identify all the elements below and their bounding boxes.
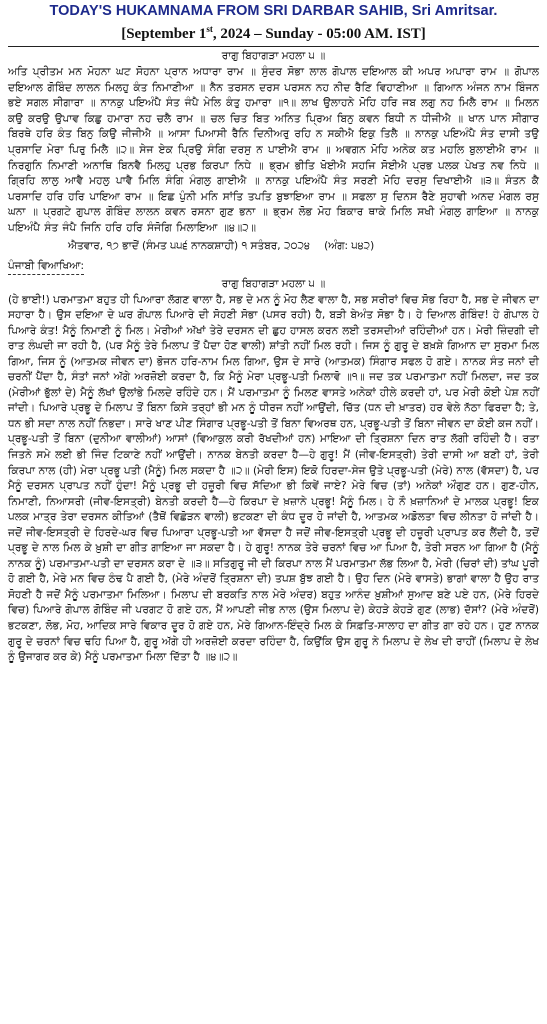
title-main: TODAY'S HUKAMNAMA FROM SRI DARBAR SAHIB, xyxy=(49,3,408,19)
date-heading xyxy=(8,20,539,43)
shabad-text: ਅਤਿ ਪ੍ਰੀਤਮ ਮਨ ਮੋਹਨਾ ਘਟ ਸੋਹਨਾ ਪ੍ਰਾਨ ਅਧਾਰਾ ਰਾਮ ॥ ਸੁੰਦਰ ਸੋਭਾ ਲਾਲ ਗੋਪਾਲ ਦਇਆਲ ਕੀ ਅਪਰ ਅਪਾਰਾ ਰਾਮ ॥ ਗੋਪਾਲ ਦਇਆਲ ਗੋਬਿੰਦ ਲਾਲਨ ਮਿਲਹੁ ਕੰਤ ਨਿਮਾਣੀਆ ॥ ਨੈਨ ਤਰਸਨ ਦਰਸ ਪਰਸਨ ਨਹ ਨੀਦ ਰੈਣਿ ਵਿਹਾਣੀਆ ॥ ਗਿਆਨ ਅੰਜਨ ਨਾਮ ਬਿੰਜਨ ਭਏ ਸਗਲ ਸੀਗਾਰਾ ॥ ਨਾਨਕੁ ਪਇਅੰਪੈ ਸੰਤ ਜੰਪੈ ਮੇਲਿ ਕੰਤੁ ਹਮਾਰਾ ॥੧॥ ਲਾਖ ਉਲਾਹਨੇ ਮੋਹਿ ਹਰਿ ਜਬ ਲਗੁ ਨਹ ਮਿਲੈ ਰਾਮ ॥ ਮਿਲਨ ਕਉ ਕਰਉ ਉਪਾਵ ਕਿਛੁ ਹਮਾਰਾ ਨਹ ਚਲੈ ਰਾਮ ॥ ਚਲ ਚਿਤ ਬਿਤ ਅਨਿਤ ਪ੍ਰਿਅ ਬਿਨੁ ਕਵਨ ਬਿਧੀ ਨ ਧੀਜੀਐ ॥ ਖਾਨ ਪਾਨ ਸੀਗਾਰ ਬਿਰਥੇ ਹਰਿ ਕੰਤ ਬਿਨੁ ਕਿਉ ਜੀਜੀਐ ॥ ਆਸਾ ਪਿਆਸੀ ਰੈਨਿ ਦਿਨੀਅਰੁ ਰਹਿ ਨ ਸਕੀਐ ਇਕੁ ਤਿਲੈ ॥ ਨਾਨਕੁ ਪਇਅੰਪੈ ਸੰਤ ਦਾਸੀ ਤਉ ਪ੍ਰਸਾਦਿ ਮੇਰਾ ਪਿਰੁ ਮਿਲੈ ॥੨॥ ਸੇਜ ਏਕ ਪ੍ਰਿਉ ਸੰਗਿ ਦਰਸੁ ਨ ਪਾਈਐ ਰਾਮ ॥ ਅਵਗਨ ਮੋਹਿ ਅਨੇਕ ਕਤ ਮਹਲਿ ਬੁਲਾਈਐ ਰਾਮ ॥ ਨਿਰਗੁਨਿ ਨਿਮਾਣੀ ਅਨਾਥਿ ਬਿਨਵੈ ਮਿਲਹੁ ਪ੍ਰਭ ਕਿਰਪਾ ਨਿਧੇ ॥ ਭ੍ਰਮ ਭੀਤਿ ਖੋਈਐ ਸਹਜਿ ਸੋਈਐ ਪ੍ਰਭ ਪਲਕ ਪੇਖਤ ਨਵ ਨਿਧੇ ॥ ਗ੍ਰਿਹਿ ਲਾਲੁ ਆਵੈ ਮਹਲੁ ਪਾਵੈ ਮਿਲਿ ਸੰਗਿ ਮੰਗਲੁ ਗਾਈਐ ॥ ਨਾਨਕੁ ਪਇਅੰਪੈ ਸੰਤ ਸਰਣੀ ਮੋਹਿ ਦਰਸੁ ਦਿਖਾਈਐ ॥੩॥ ਸੰਤਨ ਕੈ ਪਰਸਾਦਿ ਹਰਿ ਹਰਿ ਪਾਇਆ ਰਾਮ ॥ ਇਛ ਪੁੰਨੀ ਮਨਿ ਸਾਂਤਿ ਤਪਤਿ ਬੁਝਾਇਆ ਰਾਮ ॥ ਸਫਲਾ ਸੁ ਦਿਨਸ ਰੈਣੇ ਸੁਹਾਵੀ ਅਨਦ ਮੰਗਲ ਰਸੁ ਘਨਾ ॥ ਪ੍ਰਗਟੇ ਗੁਪਾਲ ਗੋਬਿੰਦ ਲਾਲਨ ਕਵਨ ਰਸਨਾ ਗੁਣ ਭਨਾ ॥ ਭ੍ਰਮ ਲੋਭ ਮੋਹ ਬਿਕਾਰ ਥਾਕੇ ਮਿਲਿ ਸਖੀ ਮੰਗਲੁ ਗਾਇਆ ॥ ਨਾਨਕੁ ਪਇਅੰਪੈ ਸੰਤ ਜੰਪੈ ਜਿਨਿ ਹਰਿ ਹਰਿ ਸੰਜੋਗਿ ਮਿਲਾਇਆ ॥੪॥੨॥ xyxy=(8,66,539,234)
page-title xyxy=(8,2,539,20)
nanakshahi-date xyxy=(8,238,539,254)
ang-number: (ਅੰਗ: ੫੪੨) xyxy=(324,239,375,252)
title-place: Sri Amritsar. xyxy=(407,3,498,19)
explanation-label: ਪੰਜਾਬੀ ਵਿਆਖਿਆ: xyxy=(8,259,84,275)
explanation-text: (ਹੇ ਭਾਈ!) ਪਰਮਾਤਮਾ ਬਹੁਤ ਹੀ ਪਿਆਰਾ ਲੱਗਣ ਵਾਲਾ ਹੈ, ਸਭ ਦੇ ਮਨ ਨੂੰ ਮੋਹ ਲੈਣ ਵਾਲਾ ਹੈ, ਸਭ ਸਰੀਰਾਂ ਵਿਚ ਸੋਭ ਰਿਹਾ ਹੈ, ਸਭ ਦੇ ਜੀਵਨ ਦਾ ਸਹਾਰਾ ਹੈ। ਉਸ ਦਇਆ ਦੇ ਘਰ ਗੋਪਾਲ ਪਿਆਰੇ ਦੀ ਸੋਹਣੀ ਸੋਭਾ (ਪਸਰ ਰਹੀ) ਹੈ, ਬੜੀ ਬੇਅੰਤ ਸੋਭਾ ਹੈ। ਹੇ ਦਿਆਲ ਗੋਬਿੰਦ! ਹੇ ਗੋਪਾਲ ਹੇ ਪਿਆਰੇ ਕੰਤ! ਮੈਨੂੰ ਨਿਮਾਣੀ ਨੂੰ ਮਿਲ। ਮੇਰੀਆਂ ਅੱਖਾਂ ਤੇਰੇ ਦਰਸਨ ਦੀ ਛੁਹ ਹਾਸਲ ਕਰਨ ਲਈ ਤਰਸਦੀਆਂ ਰਹਿੰਦੀਆਂ ਹਨ। ਮੇਰੀ ਜ਼ਿੰਦਗੀ ਦੀ ਰਾਤ ਲੰਘਦੀ ਜਾ ਰਹੀ ਹੈ, (ਪਰ ਮੈਨੂੰ ਤੇਰੇ ਮਿਲਾਪ ਤੋਂ ਪੈਦਾ ਹੋਣ ਵਾਲੀ) ਸ਼ਾਂਤੀ ਨਹੀਂ ਮਿਲ ਰਹੀ। ਜਿਸ ਨੂੰ ਗੁਰੂ ਦੇ ਬਖ਼ਸ਼ੇ ਗਿਆਨ ਦਾ ਸੁਰਮਾ ਮਿਲ ਗਿਆ, ਜਿਸ ਨੂੰ (ਆਤਮਕ ਜੀਵਨ ਦਾ) ਭੋਜਨ ਹਰਿ-ਨਾਮ ਮਿਲ ਗਿਆ, ਉਸ ਦੇ ਸਾਰੇ (ਆਤਮਕ) ਸਿੰਗਾਰ ਸਫਲ ਹੋ ਗਏ। ਨਾਨਕ ਸੰਤ ਜਨਾਂ ਦੀ ਚਰਨੀਂ ਪੈਂਦਾ ਹੈ, ਸੰਤਾਂ ਜਨਾਂ ਅੱਗੇ ਅਰਜ਼ੋਈ ਕਰਦਾ ਹੈ, ਕਿ ਮੈਨੂੰ ਮੇਰਾ ਪ੍ਰਭੂ-ਪਤੀ ਮਿਲਾਵੋ ॥੧॥ ਜਦ ਤਕ ਪਰਮਾਤਮਾ ਨਹੀਂ ਮਿਲਦਾ, ਜਦ ਤਕ (ਮੇਰੀਆਂ ਭੁੱਲਾਂ ਦੇ) ਮੈਨੂੰ ਲੱਖਾਂ ਉਲਾਂਭੇ ਮਿਲਦੇ ਰਹਿੰਦੇ ਹਨ। ਮੈਂ ਪਰਮਾਤਮਾ ਨੂੰ ਮਿਲਣ ਵਾਸਤੇ ਅਨੇਕਾਂ ਹੀਲੇ ਕਰਦੀ ਹਾਂ, ਪਰ ਮੇਰੀ ਕੋਈ ਪੇਸ਼ ਨਹੀਂ ਜਾਂਦੀ। ਪਿਆਰੇ ਪ੍ਰਭੂ ਦੇ ਮਿਲਾਪ ਤੋਂ ਬਿਨਾ ਕਿਸੇ ਤਰ੍ਹਾਂ ਭੀ ਮਨ ਨੂੰ ਧੀਰਜ ਨਹੀਂ ਆਉਂਦੀ, ਚਿੱਤ (ਧਨ ਦੀ ਖ਼ਾਤਰ) ਹਰ ਵੇਲੇ ਨੱਠਾ ਫਿਰਦਾ ਹੈ; ਤੇ, ਧਨ ਭੀ ਸਦਾ ਨਾਲ ਨਹੀਂ ਨਿਭਦਾ। ਸਾਰੇ ਖਾਣ ਪੀਣ ਸਿੰਗਾਰ ਪ੍ਰਭੂ-ਪਤੀ ਤੋਂ ਬਿਨਾ ਵਿਅਰਥ ਹਨ, ਪ੍ਰਭੂ-ਪਤੀ ਤੋਂ ਬਿਨਾ ਜੀਵਨ ਦਾ ਕੋਈ ਕਜ ਨਹੀਂ। ਪ੍ਰਭੂ-ਪਤੀ ਤੋਂ ਬਿਨਾ (ਦੁਨੀਆ ਵਾਲੀਆਂ) ਆਸਾਂ (ਵਿਆਕੁਲ ਕਰੀ ਰੱਖਦੀਆਂ ਹਨ) ਮਾਇਆ ਦੀ ਤ੍ਰਿਸ਼ਨਾ ਦਿਨ ਰਾਤ ਲੱਗੀ ਰਹਿੰਦੀ ਹੈ। ਰਤਾ ਜਿਤਨੇ ਸਮੇ ਲਈ ਭੀ ਜਿੰਦ ਟਿਕਾਣੇ ਨਹੀਂ ਆਉਂਦੀ। ਨਾਨਕ ਬੇਨਤੀ ਕਰਦਾ ਹੈ—ਹੇ ਗੁਰੂ! ਮੈਂ (ਜੀਵ-ਇਸਤ੍ਰੀ) ਤੇਰੀ ਦਾਸੀ ਆ ਬਣੀ ਹਾਂ, ਤੇਰੀ ਕਿਰਪਾ ਨਾਲ (ਹੀ) ਮੇਰਾ ਪ੍ਰਭੂ ਪਤੀ (ਮੈਨੂੰ) ਮਿਲ ਸਕਦਾ ਹੈ ॥੨॥ (ਮੇਰੀ ਇਸ) ਇਕੋ ਹਿਰਦਾ-ਸੇਜ ਉਤੇ ਪ੍ਰਭੂ-ਪਤੀ (ਮੇਰੇ) ਨਾਲ (ਵੱਸਦਾ) ਹੈ, ਪਰ ਮੈਨੂੰ ਦਰਸਨ ਪ੍ਰਾਪਤ ਨਹੀਂ ਹੁੰਦਾ! ਮੈਨੂੰ ਪ੍ਰਭੂ ਦੀ ਹਜ਼ੂਰੀ ਵਿਚ ਸੱਦਿਆ ਭੀ ਕਿਵੇਂ ਜਾਏ? ਮੇਰੇ ਵਿਚ (ਤਾਂ) ਅਨੇਕਾਂ ਔਗੁਣ ਹਨ। ਗੁਣ-ਹੀਨ, ਨਿਮਾਣੀ, ਨਿਆਸਰੀ (ਜੀਵ-ਇਸਤ੍ਰੀ) ਬੇਨਤੀ ਕਰਦੀ ਹੈ—ਹੇ ਕਿਰਪਾ ਦੇ ਖ਼ਜ਼ਾਨੇ ਪ੍ਰਭੂ! ਮੈਨੂੰ ਮਿਲ। ਹੇ ਨੌ ਖ਼ਜ਼ਾਨਿਆਂ ਦੇ ਮਾਲਕ ਪ੍ਰਭੂ! ਇਕ ਪਲਕ ਮਾਤ੍ਰ ਤੇਰਾ ਦਰਸਨ ਕੀਤਿਆਂ (ਤੈਥੋਂ ਵਿਛੋੜਨ ਵਾਲੀ) ਭਟਕਣਾ ਦੀ ਕੰਧ ਦੂਰ ਹੋ ਜਾਂਦੀ ਹੈ, ਆਤਮਕ ਅਡੋਲਤਾ ਵਿਚ ਲੀਨਤਾ ਹੋ ਜਾਂਦੀ ਹੈ। ਜਦੋਂ ਜੀਵ-ਇਸਤ੍ਰੀ ਦੇ ਹਿਰਦੇ-ਘਰ ਵਿਚ ਪਿਆਰਾ ਪ੍ਰਭੂ-ਪਤੀ ਆ ਵੱਸਦਾ ਹੈ ਜਦੋਂ ਜੀਵ-ਇਸਤ੍ਰੀ ਪ੍ਰਭੂ ਦੀ ਹਜ਼ੂਰੀ ਪ੍ਰਾਪਤ ਕਰ ਲੈਂਦੀ ਹੈ, ਤਦੋਂ ਪ੍ਰਭੂ ਦੇ ਨਾਲ ਮਿਲ ਕੇ ਖ਼ੁਸ਼ੀ ਦਾ ਗੀਤ ਗਾਇਆ ਜਾ ਸਕਦਾ ਹੈ। ਹੇ ਗੁਰੂ! ਨਾਨਕ ਤੇਰੇ ਚਰਨਾਂ ਵਿਚ ਆ ਪਿਆ ਹੈ, ਤੇਰੀ ਸਰਨ ਆ ਗਿਆ ਹੈ (ਮੈਨੂੰ ਨਾਨਕ ਨੂੰ) ਪਰਮਾਤਮਾ-ਪਤੀ ਦਾ ਦਰਸਨ ਕਰਾ ਦੇ ॥੩॥ ਸਤਿਗੁਰੂ ਜੀ ਦੀ ਕਿਰਪਾ ਨਾਲ ਮੈਂ ਪਰਮਾਤਮਾ ਲੱਭ ਲਿਆ ਹੈ, ਮੇਰੀ (ਚਿਰਾਂ ਦੀ) ਤਾਂਘ ਪੂਰੀ ਹੋ ਗਈ ਹੈ, ਮੇਰੇ ਮਨ ਵਿਚ ਠੰਢ ਪੈ ਗਈ ਹੈ, (ਮੇਰੇ ਅੰਦਰੋਂ ਤ੍ਰਿਸ਼ਨਾ ਦੀ) ਤਪਸ਼ ਬੁੱਝ ਗਈ ਹੈ। ਉਹ ਦਿਨ (ਮੇਰੇ ਵਾਸਤੇ) ਭਾਗਾਂ ਵਾਲਾ ਹੈ ਉਹ ਰਾਤ ਸੋਹਣੀ ਹੈ ਜਦੋਂ ਮੈਨੂੰ ਪਰਮਾਤਮਾ ਮਿਲਿਆ। ਮਿਲਾਪ ਦੀ ਬਰਕਤਿ ਨਾਲ ਮੇਰੇ ਅੰਦਰ) ਬਹੁਤ ਆਨੰਦ ਖ਼ੁਸ਼ੀਆਂ ਸੁਆਦ ਬਣੇ ਪਏ ਹਨ, (ਮੇਰੇ ਹਿਰਦੇ ਵਿਚ) ਪਿਆਰੇ ਗੋਪਾਲ ਗੋਬਿੰਦ ਜੀ ਪਰਗਟ ਹੋ ਗਏ ਹਨ, ਮੈਂ ਆਪਣੀ ਜੀਭ ਨਾਲ (ਉਸ ਮਿਲਾਪ ਦੇ) ਕੇਹੜੇ ਕੇਹੜੇ ਗੁਣ (ਲਾਭ) ਦੱਸਾਂ? (ਮੇਰੇ ਅੰਦਰੋਂ) ਭਟਕਣਾ, ਲੋਭ, ਮੋਹ, ਆਦਿਕ ਸਾਰੇ ਵਿਕਾਰ ਦੂਰ ਹੋ ਗਏ ਹਨ, ਮੇਰੇ ਗਿਆਨ-ਇੰਦ੍ਰੇ ਮਿਲ ਕੇ ਸਿਫ਼ਤਿ-ਸਾਲਾਹ ਦਾ ਗੀਤ ਗਾ ਰਹੇ ਹਨ। ਹੁਣ ਨਾਨਕ ਗੁਰੂ ਦੇ ਚਰਨਾਂ ਵਿਚ ਢਹਿ ਪਿਆ ਹੈ, ਗੁਰੂ ਅੱਗੇ ਹੀ ਅਰਜ਼ੋਈ ਕਰਦਾ ਰਹਿੰਦਾ ਹੈ, ਕਿਉਂਕਿ ਉਸ ਗੁਰੂ ਨੇ ਮਿਲਾਪ ਦੇ ਲੇਖ ਦੀ ਰਾਹੀਂ (ਮਿਲਾਪ ਦੇ ਲੇਖ ਨੂੰ ਉਜਾਗਰ ਕਰ ਕੇ) ਮੈਨੂੰ ਪਰਮਾਤਮਾ ਮਿਲਾ ਦਿੱਤਾ ਹੈ ॥੪॥੨॥ xyxy=(8,293,539,664)
raag-heading: ਰਾਗੁ ਬਿਹਾਗੜਾ ਮਹਲਾ ੫ ॥ xyxy=(221,50,326,62)
date-prefix: [September 1 xyxy=(121,26,207,42)
date-sup: st xyxy=(206,24,213,34)
explanation-raag-heading: ਰਾਗੁ ਬਿਹਾਗੜਾ ਮਹਲਾ ੫ ॥ xyxy=(221,277,326,290)
date-suffix: , 2024 – Sunday - 05:00 AM. IST] xyxy=(212,26,426,42)
header-divider xyxy=(8,46,539,47)
date-line-text: ਐਤਵਾਰ, ੧੭ ਭਾਦੋਂ (ਸੰਮਤ ੫੫੬ ਨਾਨਕਸ਼ਾਹੀ) ੧ ਸਤੰਬਰ, ੨੦੨੪ xyxy=(68,239,311,252)
